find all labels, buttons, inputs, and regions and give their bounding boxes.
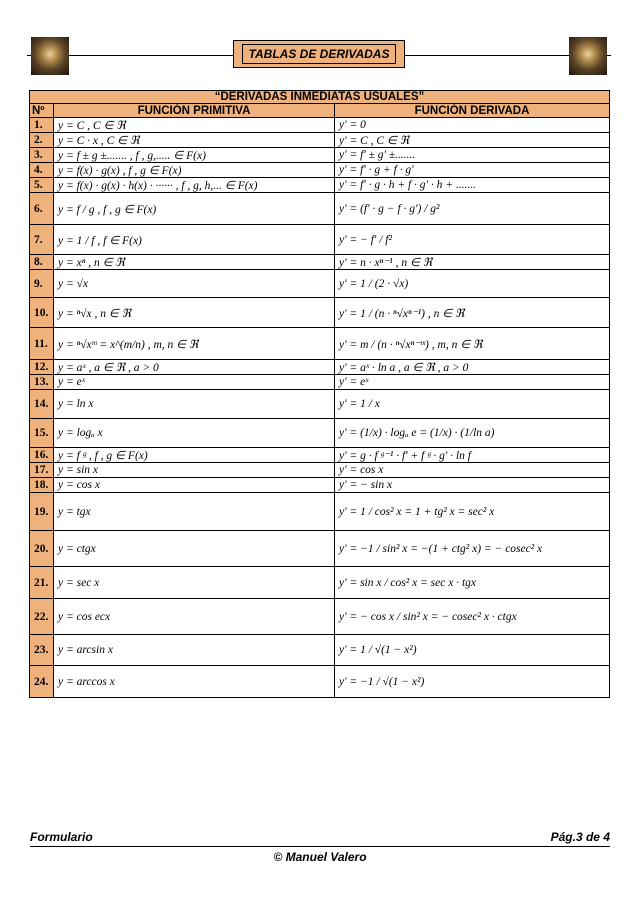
row-number: 6. [30, 193, 54, 225]
table-row [30, 225, 610, 255]
table-row [30, 567, 610, 599]
table-row [30, 666, 610, 698]
row-number: 18. [30, 478, 54, 493]
table-row [30, 255, 610, 270]
table-caption: “DERIVADAS INMEDIATAS USUALES” [30, 91, 610, 104]
table-row [30, 463, 610, 478]
row-number: 24. [30, 666, 54, 698]
derivative-function: y' = 1 / cos² x = 1 + tg² x = sec² x [335, 493, 610, 531]
table-row [30, 419, 610, 448]
primitive-function: y = sin x [54, 463, 335, 478]
row-number: 10. [30, 298, 54, 328]
row-number: 17. [30, 463, 54, 478]
primitive-function: y = 1 / f , f ∈ F(x) [54, 225, 335, 255]
derivative-function: y' = − sin x [335, 478, 610, 493]
derivative-function: y' = 1 / x [335, 390, 610, 419]
primitive-function: y = logₐ x [54, 419, 335, 448]
table-body [30, 118, 610, 698]
derivative-function: y' = m / (n · ⁿ√xⁿ⁻ᵐ) , m, n ∈ ℜ [335, 328, 610, 360]
row-number: 13. [30, 375, 54, 390]
row-number: 15. [30, 419, 54, 448]
table-row [30, 328, 610, 360]
primitive-function: y = f(x) · g(x) · h(x) · ······ , f , g, h,... ∈ F(x) [54, 178, 335, 193]
row-number: 5. [30, 178, 54, 193]
derivative-function: y' = sin x / cos² x = sec x · tgx [335, 567, 610, 599]
primitive-function: y = cos x [54, 478, 335, 493]
header-left-image [31, 37, 69, 75]
derivative-function: y' = n · xⁿ⁻¹ , n ∈ ℜ [335, 255, 610, 270]
table-row [30, 270, 610, 298]
table-row [30, 193, 610, 225]
row-number: 9. [30, 270, 54, 298]
derivative-function: y' = aˣ · ln a , a ∈ ℜ , a > 0 [335, 360, 610, 375]
copyright: © Manuel Valero [273, 850, 367, 864]
title-box [233, 40, 405, 68]
derivatives-table [29, 90, 610, 698]
primitive-function: y = tgx [54, 493, 335, 531]
derivative-function: y' = 0 [335, 118, 610, 133]
derivative-function: y' = 1 / (n · ⁿ√xⁿ⁻¹) , n ∈ ℜ [335, 298, 610, 328]
derivative-function: y' = f' ± g' ±....... [335, 148, 610, 163]
table-row [30, 599, 610, 635]
primitive-function: y = cos ecx [54, 599, 335, 635]
row-number: 19. [30, 493, 54, 531]
primitive-function: y = xⁿ , n ∈ ℜ [54, 255, 335, 270]
page-number: Pág.3 de 4 [550, 830, 610, 844]
derivative-function: y' = f' · g · h + f · g' · h + ....... [335, 178, 610, 193]
footer-label: Formulario [30, 830, 93, 844]
primitive-function: y = f ± g ±....... , f , g,..... ∈ F(x) [54, 148, 335, 163]
primitive-function: y = sec x [54, 567, 335, 599]
row-number: 23. [30, 635, 54, 666]
row-number: 22. [30, 599, 54, 635]
derivative-function: y' = f' · g + f · g' [335, 163, 610, 178]
table-row [30, 148, 610, 163]
primitive-function: y = ln x [54, 390, 335, 419]
table-row [30, 448, 610, 463]
footer-rule [30, 846, 610, 847]
table-row [30, 133, 610, 148]
row-number: 20. [30, 531, 54, 567]
table-row [30, 390, 610, 419]
derivative-function: y' = eˣ [335, 375, 610, 390]
row-number: 8. [30, 255, 54, 270]
primitive-function: y = aˣ , a ∈ ℜ , a > 0 [54, 360, 335, 375]
row-number: 4. [30, 163, 54, 178]
primitive-function: y = ⁿ√xᵐ = x^(m/n) , m, n ∈ ℜ [54, 328, 335, 360]
row-number: 11. [30, 328, 54, 360]
table-row [30, 478, 610, 493]
page-header [27, 37, 611, 75]
row-number: 12. [30, 360, 54, 375]
derivative-function: y' = − f' / f² [335, 225, 610, 255]
primitive-function: y = eˣ [54, 375, 335, 390]
row-number: 1. [30, 118, 54, 133]
derivative-function: y' = 1 / (2 · √x) [335, 270, 610, 298]
primitive-function: y = C , C ∈ ℜ [54, 118, 335, 133]
row-number: 2. [30, 133, 54, 148]
derivative-function: y' = (1/x) · logₐ e = (1/x) · (1/ln a) [335, 419, 610, 448]
column-header-primitive: FUNCIÓN PRIMITIVA [54, 104, 335, 118]
primitive-function: y = arcsin x [54, 635, 335, 666]
table-row [30, 360, 610, 375]
table-row [30, 375, 610, 390]
column-header-number: Nº [30, 104, 54, 118]
derivative-function: y' = −1 / √(1 − x²) [335, 666, 610, 698]
row-number: 3. [30, 148, 54, 163]
row-number: 7. [30, 225, 54, 255]
primitive-function: y = ⁿ√x , n ∈ ℜ [54, 298, 335, 328]
row-number: 16. [30, 448, 54, 463]
primitive-function: y = arccos x [54, 666, 335, 698]
table-row [30, 178, 610, 193]
derivative-function: y' = − cos x / sin² x = − cosec² x · ctgx [335, 599, 610, 635]
primitive-function: y = f ᵍ , f , g ∈ F(x) [54, 448, 335, 463]
derivative-function: y' = cos x [335, 463, 610, 478]
header-right-image [569, 37, 607, 75]
derivative-function: y' = g · f ᵍ⁻¹ · f' + f ᵍ · g' · ln f [335, 448, 610, 463]
column-header-derivative: FUNCIÓN DERIVADA [335, 104, 610, 118]
table-row [30, 531, 610, 567]
primitive-function: y = ctgx [54, 531, 335, 567]
table-row [30, 118, 610, 133]
primitive-function: y = f(x) · g(x) , f , g ∈ F(x) [54, 163, 335, 178]
derivative-function: y' = −1 / sin² x = −(1 + ctg² x) = − cosec² x [335, 531, 610, 567]
derivative-function: y' = 1 / √(1 − x²) [335, 635, 610, 666]
row-number: 21. [30, 567, 54, 599]
primitive-function: y = √x [54, 270, 335, 298]
table-row [30, 493, 610, 531]
table-row [30, 298, 610, 328]
table-row [30, 635, 610, 666]
table-row [30, 163, 610, 178]
row-number: 14. [30, 390, 54, 419]
primitive-function: y = C · x , C ∈ ℜ [54, 133, 335, 148]
page-title: TABLAS DE DERIVADAS [242, 44, 397, 64]
derivative-function: y' = C , C ∈ ℜ [335, 133, 610, 148]
derivative-function: y' = (f' · g − f · g') / g² [335, 193, 610, 225]
primitive-function: y = f / g , f , g ∈ F(x) [54, 193, 335, 225]
